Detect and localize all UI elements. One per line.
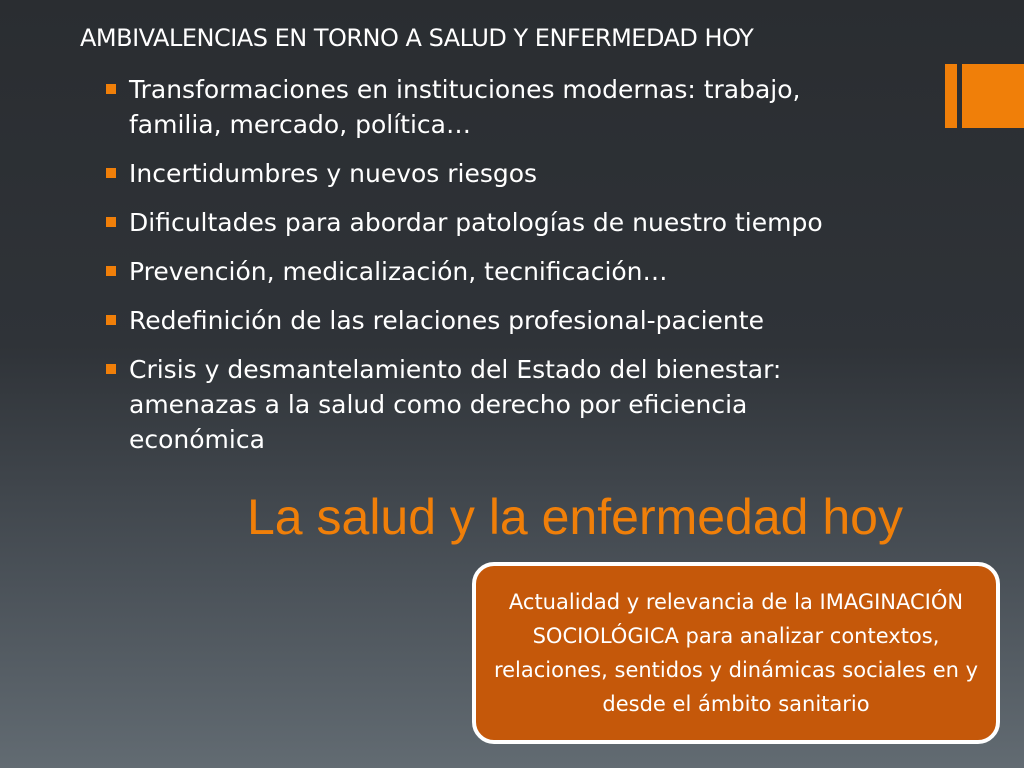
bullet-item xyxy=(104,156,884,191)
bullet-text: Prevención, medicalización, tecnificación… xyxy=(129,257,668,286)
bullet-square-icon xyxy=(106,84,116,94)
bullet-square-icon xyxy=(106,266,116,276)
callout-box xyxy=(472,562,1000,744)
bullet-item xyxy=(104,254,884,289)
bullet-text: Redefinición de las relaciones profesional-paciente xyxy=(129,306,764,335)
slide-title: La salud y la enfermedad hoy xyxy=(247,489,903,545)
bullet-square-icon xyxy=(106,168,116,178)
bullet-item xyxy=(104,72,884,142)
bullet-text: Crisis y desmantelamiento del Estado del bienestar: amenazas a la salud como derecho por eficiencia económica xyxy=(129,355,782,454)
decorative-bar-wide xyxy=(962,64,1024,128)
bullet-square-icon xyxy=(106,315,116,325)
decorative-bar-thin xyxy=(945,64,957,128)
bullet-list xyxy=(104,72,884,471)
slide-heading: AMBIVALENCIAS EN TORNO A SALUD Y ENFERMEDAD HOY xyxy=(80,24,754,52)
bullet-item xyxy=(104,352,884,457)
callout-text: Actualidad y relevancia de la IMAGINACIÓN SOCIOLÓGICA para analizar contextos, relaciones, sentidos y dinámicas sociales en y desde el ámbito sanitario xyxy=(493,590,979,716)
bullet-text: Dificultades para abordar patologías de nuestro tiempo xyxy=(129,208,823,237)
bullet-item xyxy=(104,303,884,338)
bullet-text: Incertidumbres y nuevos riesgos xyxy=(129,159,538,188)
bullet-item xyxy=(104,205,884,240)
bullet-square-icon xyxy=(106,217,116,227)
bullet-square-icon xyxy=(106,364,116,374)
bullet-text: Transformaciones en instituciones modernas: trabajo, familia, mercado, política… xyxy=(129,75,801,139)
